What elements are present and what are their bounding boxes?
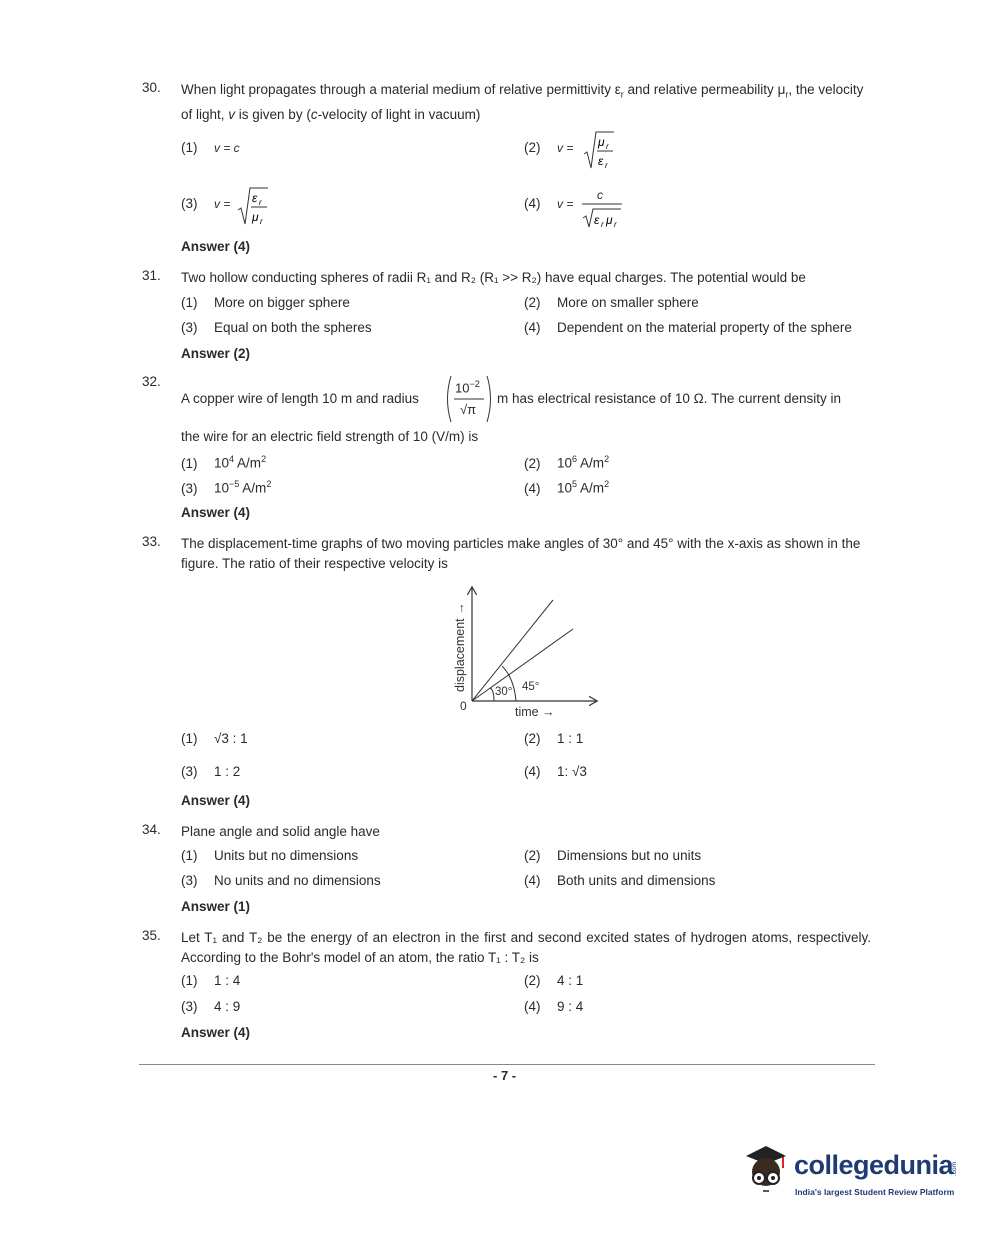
svg-text:ε: ε [594,213,600,227]
brand-name: collegedunia [794,1150,954,1180]
q33-option-3: (3) 1 : 2 [181,764,241,779]
q33-text: The displacement-time graphs of two moving particles make angles of 30° and 45° with the x-axis as shown in the figure. The ratio of their respective velocity is [181,536,861,571]
q31-text: Two hollow conducting spheres of radii R₁ and R₂ (R₁ >> R₂) have equal charges. The potential would be [181,270,806,285]
q32-text-b: m has electrical resistance of 10 Ω. The current density in [497,391,841,406]
mascot-icon [736,1138,796,1198]
q32-option-2: (2) $10^6$ $A/m^2$ [524,454,610,471]
q33-figure [448,580,608,725]
svg-text:r: r [601,220,604,229]
q32-option-3: (3) $10^{-5}$ $A/m^2$ [181,479,272,496]
q31-option-4: (4) Dependent on the material property of the sphere [524,320,852,335]
brand-tagline: India's largest Student Review Platform [795,1187,955,1197]
line-45deg [472,600,553,701]
origin-label: 0 [460,699,467,713]
svg-text:ε: ε [598,154,604,168]
q30-answer: Answer (4) [181,239,251,254]
svg-text:r: r [606,142,609,151]
q35-answer: Answer (4) [181,1025,251,1040]
svg-text:μ: μ [252,210,259,224]
q30-option-3-formula [236,184,270,228]
svg-text:r: r [605,161,608,170]
y-axis-label: displacement → [453,602,467,692]
q33-number: 33. [142,534,161,549]
svg-text:r: r [260,217,263,226]
q34-option-4: (4) Both units and dimensions [524,873,716,888]
footer-divider [139,1064,875,1065]
page-number: - 7 - [493,1068,517,1083]
q30-text: When light propagates through a material medium of relative permittivity $\varepsilon_r$ and relative permeability $\mu_r$, the velocity of light, v is given by (c-velocity of light in vacuum) [181,82,864,123]
angle-arc-30 [490,688,494,701]
svg-text:μ: μ [606,213,613,227]
q35-option-2: (2) 4 : 1 [524,973,584,988]
q32-answer: Answer (4) [181,505,251,520]
q33-answer: Answer (4) [181,793,251,808]
q32-option-1: (1) $10^4$ $A/m^2$ [181,454,267,471]
q32-radius-denominator: √π [460,402,477,417]
q30-option-1: (1) v = c [181,140,240,155]
svg-text:r: r [259,198,262,207]
angle-45-label: 45° [522,681,540,693]
q35-option-4: (4) 9 : 4 [524,999,584,1014]
q33-option-4: (4) 1: √3 [524,764,587,779]
q33-option-2: (2) 1 : 1 [524,731,584,746]
q30-option-2: (2) v = [524,140,574,155]
q34-option-1: (1) Units but no dimensions [181,848,359,863]
q31-option-2: (2) More on smaller sphere [524,295,699,310]
q32-radius-numerator: $10^{-2}$ [455,379,480,396]
q31-number: 31. [142,268,161,283]
angle-30-label: 30° [495,686,513,698]
q34-option-2: (2) Dimensions but no units [524,848,702,863]
q34-answer: Answer (1) [181,899,251,914]
q35-option-1: (1) 1 : 4 [181,973,241,988]
q33-option-1: (1) √3 : 1 [181,731,248,746]
q35-option-3: (3) 4 : 9 [181,999,241,1014]
q31-option-1: (1) More on bigger sphere [181,295,350,310]
q30-number: 30. [142,80,161,95]
q32-number: 32. [142,374,161,389]
q30-option-2-formula [582,128,616,172]
collegedunia-logo [736,1138,796,1201]
q34-text: Plane angle and solid angle have [181,824,380,839]
q30-option-4-numerator: c [597,188,603,202]
q30-option-4-formula [580,200,624,230]
q34-number: 34. [142,822,161,837]
q34-option-3: (3) No units and no dimensions [181,873,381,888]
q30-option-4: (4) v = [524,196,574,211]
q35-text: Let T₁ and T₂ be the energy of an electron in the first and second excited states of hydrogen atoms, respectively. According to the Bohr's model of an atom, the ratio T₁ : T₂ is [181,930,871,965]
q31-option-3: (3) Equal on both the spheres [181,320,372,335]
x-axis-label: time → [515,705,555,719]
svg-text:ε: ε [252,191,258,205]
q30-option-3: (3) v = [181,196,231,211]
q32-text-c: the wire for an electric field strength of 10 (V/m) is [181,429,479,444]
svg-text:μ: μ [598,135,605,149]
q32-option-4: (4) $10^5$ $A/m^2$ [524,479,610,496]
brand-tld: .com [951,1162,958,1177]
q32-text-a: A copper wire of length 10 m and radius [181,391,419,406]
svg-text:r: r [614,220,617,229]
q35-number: 35. [142,928,161,943]
q31-answer: Answer (2) [181,346,251,361]
